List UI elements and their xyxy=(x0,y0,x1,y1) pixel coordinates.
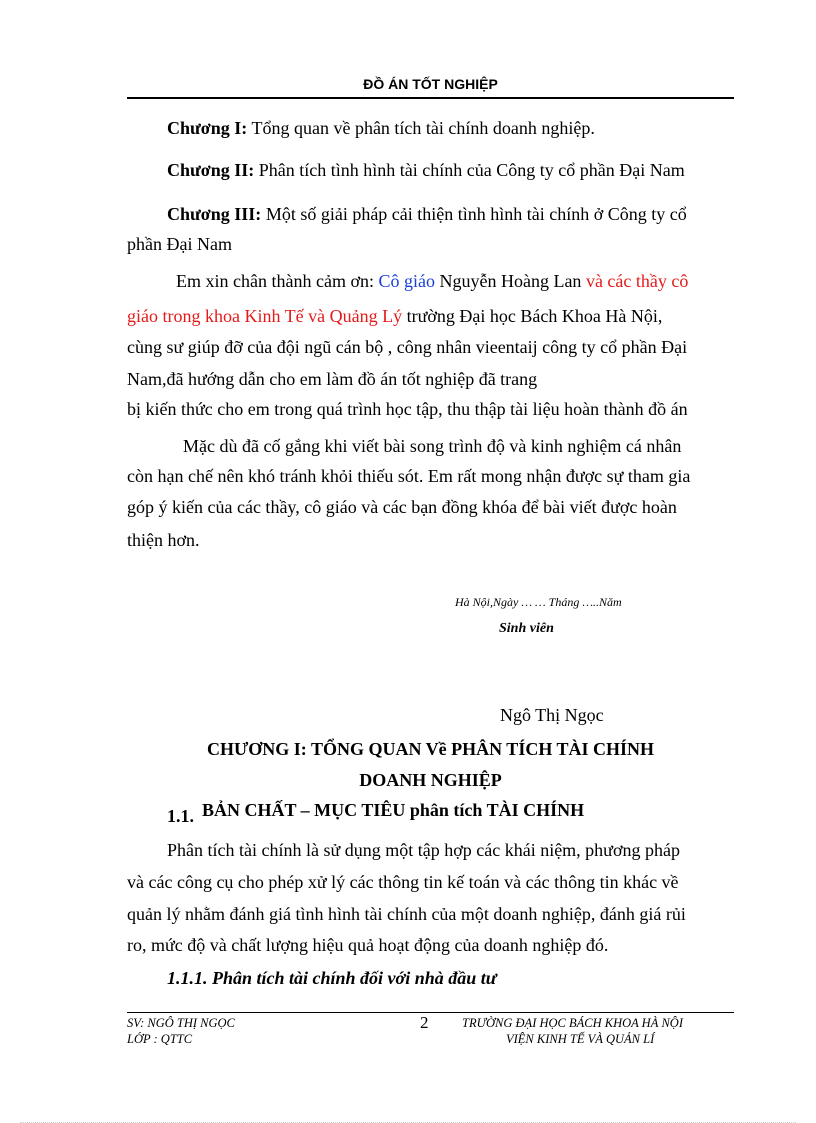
section-1-1-number: 1.1. xyxy=(167,806,194,826)
chapter-2-text: Phân tích tình hình tài chính của Công ty cổ phần Đại Nam xyxy=(254,160,685,180)
footer-page-number: 2 xyxy=(420,1013,429,1032)
chapter-3-continued: phần Đại Nam xyxy=(127,234,232,254)
teacher-name: Nguyễn Hoàng Lan xyxy=(434,271,586,291)
footer-university: TRƯỜNG ĐẠI HỌC BÁCH KHOA HÀ NỘI xyxy=(462,1016,683,1030)
faculty-text-2: giáo trong khoa Kinh Tế và Quảng Lý xyxy=(127,306,403,326)
body-line-3: quản lý nhằm đánh giá tình hình tài chính của một doanh nghiệp, đánh giá rủi xyxy=(127,904,686,924)
chapter-1-title-line-1: CHƯƠNG I: TỔNG QUAN Về PHÂN TÍCH TÀI CHÍNH xyxy=(206,739,655,759)
chapter-2-line xyxy=(167,160,685,180)
thanks-line-3: cùng sư giúp đỡ của đội ngũ cán bộ , công nhân vieentaij công ty cổ phần Đại xyxy=(127,337,688,357)
body-line-4: ro, mức độ và chất lượng hiệu quả hoạt động của doanh nghiệp đó. xyxy=(127,935,609,955)
body-line-1: Phân tích tài chính là sử dụng một tập hợp các khái niệm, phương pháp xyxy=(167,840,680,860)
faculty-text-1: và các thầy cô xyxy=(585,271,689,291)
chapter-1-text: Tổng quan về phân tích tài chính doanh nghiệp. xyxy=(247,118,595,138)
chapter-1-line xyxy=(167,118,595,138)
footer-student: SV: NGÔ THỊ NGỌC xyxy=(127,1016,235,1030)
chapter-3-text: Một số giải pháp cải thiện tình hình tài chính ở Công ty cổ xyxy=(261,204,687,224)
footer-class: LỚP : QTTC xyxy=(127,1032,193,1046)
thanks-line-4: Nam,đã hướng dẫn cho em làm đồ án tốt nghiệp đã trang xyxy=(127,369,538,389)
page-header-title: ĐỒ ÁN TỐT NGHIỆP xyxy=(363,76,498,92)
section-1-1-1-title: 1.1.1. Phân tích tài chính đối với nhà đầu tư xyxy=(167,968,497,988)
body-line-2: và các công cụ cho phép xử lý các thông tin kế toán và các thông tin khác về xyxy=(127,872,679,892)
chapter-2-label: Chương II: xyxy=(167,160,255,180)
signature-date: Hà Nội,Ngày … … Tháng …..Năm xyxy=(455,595,622,609)
signature-name: Ngô Thị Ngọc xyxy=(500,705,604,725)
chapter-3-line xyxy=(167,204,687,224)
section-1-1-title: BẢN CHẤT – MỤC TIÊU phân tích TÀI CHÍNH xyxy=(202,800,585,820)
chapter-1-label: Chương I: xyxy=(167,118,248,138)
signature-role: Sinh viên xyxy=(499,621,554,636)
university-text: trường Đại học Bách Khoa Hà Nội, xyxy=(402,306,663,326)
apology-line-4: thiện hơn. xyxy=(127,530,200,550)
chapter-3-label: Chương III: xyxy=(167,204,262,224)
footer-institute: VIỆN KINH TẾ VÀ QUẢN LÍ xyxy=(506,1032,655,1046)
header-divider xyxy=(127,97,734,99)
apology-line-2: còn hạn chế nên khó tránh khỏi thiếu sót. Em rất mong nhận được sự tham gia xyxy=(127,466,691,486)
teacher-title: Cô giáo xyxy=(378,271,435,291)
thanks-line-2 xyxy=(127,306,662,326)
thanks-intro: Em xin chân thành cảm ơn: xyxy=(176,271,379,291)
thanks-line-5: bị kiến thức cho em trong quá trình học tập, thu thập tài liệu hoàn thành đồ án xyxy=(127,399,688,419)
apology-line-1: Mặc dù đã cố gắng khi viết bài song trình độ và kinh nghiệm cá nhân xyxy=(183,436,682,456)
chapter-1-title-line-2: DOANH NGHIỆP xyxy=(359,770,502,790)
thanks-line-1 xyxy=(176,271,688,291)
footer-divider xyxy=(127,1012,734,1013)
apology-line-3: góp ý kiến của các thầy, cô giáo và các bạn đồng khóa để bài viết được hoàn xyxy=(127,497,677,517)
